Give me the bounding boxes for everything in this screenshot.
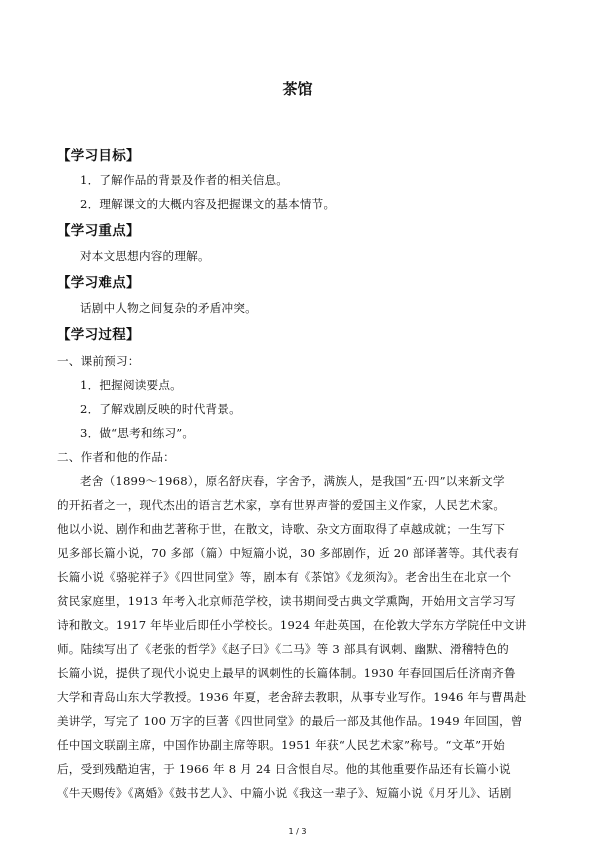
body-line: 大学和青岛山东大学教授。1936 年夏，老舍辞去教职，从事专业写作。1946 年与曹禺赴 xyxy=(57,690,527,704)
page-title: 茶馆 xyxy=(282,80,313,98)
body-line: 长篇小说，提供了现代小说史上最早的讽刺性的长篇体制。1930 年春回国后任济南齐鲁 xyxy=(57,666,516,680)
body-line: 的开拓者之一，现代杰出的语言艺术家，享有世界声誉的爱国主义作家，人民艺术家。 xyxy=(57,498,506,512)
preview-item-2: 2．了解戏剧反映的时代背景。 xyxy=(80,402,241,416)
body-line: 他以小说、剧作和曲艺著称于世，在散文，诗歌、杂文方面取得了卓越成就；一生写下 xyxy=(57,522,506,536)
preview-title: 一、课前预习： xyxy=(57,354,140,368)
preview-item-1: 1．把握阅读要点。 xyxy=(80,378,182,392)
body-line: 师。陆续写出了《老张的哲学》《赵子曰》《二马》等 3 部具有讽刺、幽默、滑稽特色的 xyxy=(57,642,509,656)
body-line: 任中国文联副主席，中国作协副主席等职。1951 年获“人民艺术家”称号。“文革”开始 xyxy=(57,738,505,752)
heading-difficulty: 【学习难点】 xyxy=(57,275,140,291)
body-line: 长篇小说《骆驼祥子》《四世同堂》等，剧本有《茶馆》《龙须沟》。老舍出生在北京一个 xyxy=(57,570,512,584)
heading-key: 【学习重点】 xyxy=(57,223,140,239)
body-line: 诗和散文。1917 年毕业后即任小学校长。1924 年赴英国，在伦敦大学东方学院任中文讲 xyxy=(57,618,527,632)
body-line: 《牛天赐传》《离婚》《鼓书艺人》、中篇小说《我这一辈子》、短篇小说《月牙儿》、话剧 xyxy=(57,786,512,800)
body-line: 后，受到残酷迫害，于 1966 年 8 月 24 日含恨自尽。他的其他重要作品还有长篇小说 xyxy=(57,762,511,776)
goal-item-2: 2．理解课文的大概内容及把握课文的基本情节。 xyxy=(80,197,336,211)
page-number: 1 / 3 xyxy=(288,827,307,836)
preview-item-3: 3．做“思考和练习”。 xyxy=(80,426,195,440)
body-line: 贫民家庭里，1913 年考入北京师范学校，读书期间受古典文学熏陶，开始用文言学习写 xyxy=(57,594,516,608)
body-line: 美讲学，写完了 100 万字的巨著《四世同堂》的最后一部及其他作品。1949 年回国，曾 xyxy=(57,714,523,728)
body-line: 老舍（1899～1968），原名舒庆春，字舍予，满族人，是我国“五·四”以来新文学 xyxy=(80,474,505,488)
difficulty-text: 话剧中人物之间复杂的矛盾冲突。 xyxy=(80,301,257,315)
heading-goals: 【学习目标】 xyxy=(57,148,140,164)
key-text: 对本文思想内容的理解。 xyxy=(80,249,210,263)
goal-item-1: 1．了解作品的背景及作者的相关信息。 xyxy=(80,173,289,187)
author-section-title: 二、作者和他的作品： xyxy=(57,450,175,464)
heading-process: 【学习过程】 xyxy=(57,327,140,343)
body-line: 见多部长篇小说，70 多部（篇）中短篇小说，30 多部剧作，近 20 部译著等。其代表有 xyxy=(57,546,519,560)
